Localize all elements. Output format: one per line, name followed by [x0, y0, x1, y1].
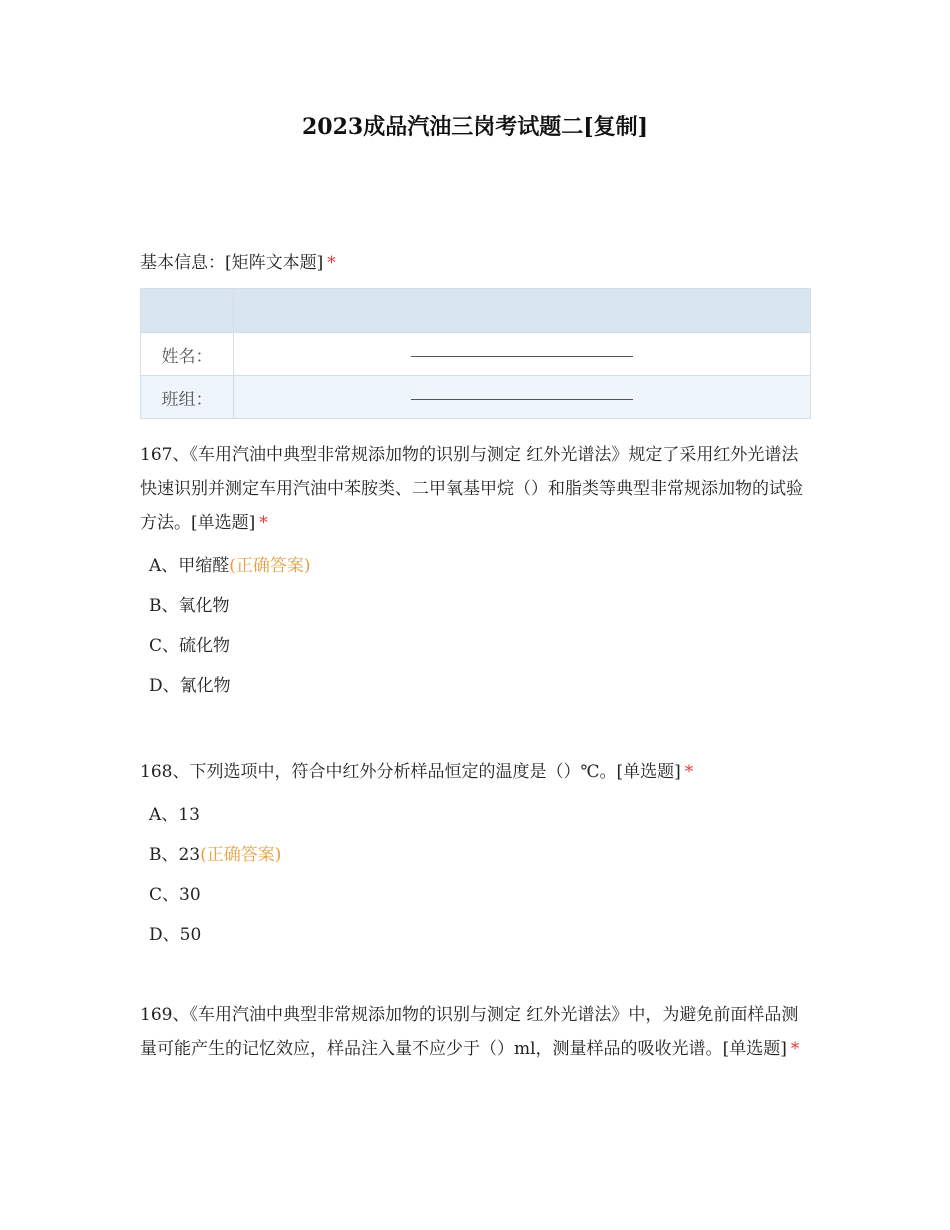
question-type-tag: [单选题] [191, 513, 256, 533]
basic-info-label: 基本信息： [140, 253, 225, 273]
matrix-row-group [141, 376, 811, 419]
basic-info-section [140, 246, 812, 419]
question-title [140, 755, 812, 789]
correct-answer-label: (正确答案) [200, 845, 282, 865]
basic-info-matrix [140, 288, 811, 419]
required-mark: * [327, 253, 336, 273]
option-text: A、13 [149, 805, 200, 825]
required-mark: * [684, 762, 694, 782]
option-c[interactable] [149, 626, 812, 666]
question-168 [140, 755, 812, 955]
option-text: C、30 [149, 885, 201, 905]
question-title [140, 438, 812, 540]
question-type-tag: [单选题] [616, 762, 681, 782]
matrix-header-row [141, 289, 811, 333]
option-b[interactable] [149, 835, 812, 875]
group-input-cell[interactable] [234, 376, 811, 419]
option-text: C、硫化物 [149, 636, 231, 656]
basic-info-title [140, 246, 812, 280]
question-text: 168、下列选项中，符合中红外分析样品恒定的温度是（）℃。 [140, 762, 617, 782]
matrix-header-label-cell [141, 289, 234, 333]
option-list [140, 795, 812, 955]
option-a[interactable] [149, 546, 812, 586]
option-text: D、50 [149, 925, 202, 945]
group-input-line[interactable] [411, 398, 633, 400]
name-input-line[interactable] [411, 355, 633, 357]
page-title: 2023成品汽油三岗考试题二[复制] [301, 114, 649, 140]
matrix-row-label: 姓名： [141, 333, 234, 376]
option-text: D、氰化物 [149, 676, 231, 696]
matrix-row-label: 班组： [141, 376, 234, 419]
matrix-row-name [141, 333, 811, 376]
option-text: B、氧化物 [149, 596, 230, 616]
question-type-tag: [单选题] [722, 1039, 787, 1059]
option-c[interactable] [149, 875, 812, 915]
option-text: A、甲缩醛 [149, 556, 230, 576]
question-title [140, 998, 812, 1066]
option-d[interactable] [149, 666, 812, 706]
option-b[interactable] [149, 586, 812, 626]
question-text: 169、《车用汽油中典型非常规添加物的识别与测定 红外光谱法》中，为避免前面样品测量可能产生的记忆效应，样品注入量不应少于（）ml，测量样品的吸收光谱。 [140, 1005, 799, 1059]
question-167 [140, 438, 812, 706]
question-type-tag: [矩阵文本题] [225, 253, 324, 273]
option-a[interactable] [149, 795, 812, 835]
name-input-cell[interactable] [234, 333, 811, 376]
matrix-header-value-cell [234, 289, 811, 333]
required-mark: * [259, 513, 268, 533]
question-text: 167、《车用汽油中典型非常规添加物的识别与测定 红外光谱法》规定了采用红外光谱法快速识别并测定车用汽油中苯胺类、二甲氧基甲烷（）和脂类等典型非常规添加物的试验方法。 [140, 445, 803, 533]
option-text: B、23 [149, 845, 201, 865]
correct-answer-label: (正确答案) [229, 556, 311, 576]
question-169 [140, 998, 812, 1066]
option-list [140, 546, 812, 706]
required-mark: * [790, 1039, 800, 1059]
option-d[interactable] [149, 915, 812, 955]
